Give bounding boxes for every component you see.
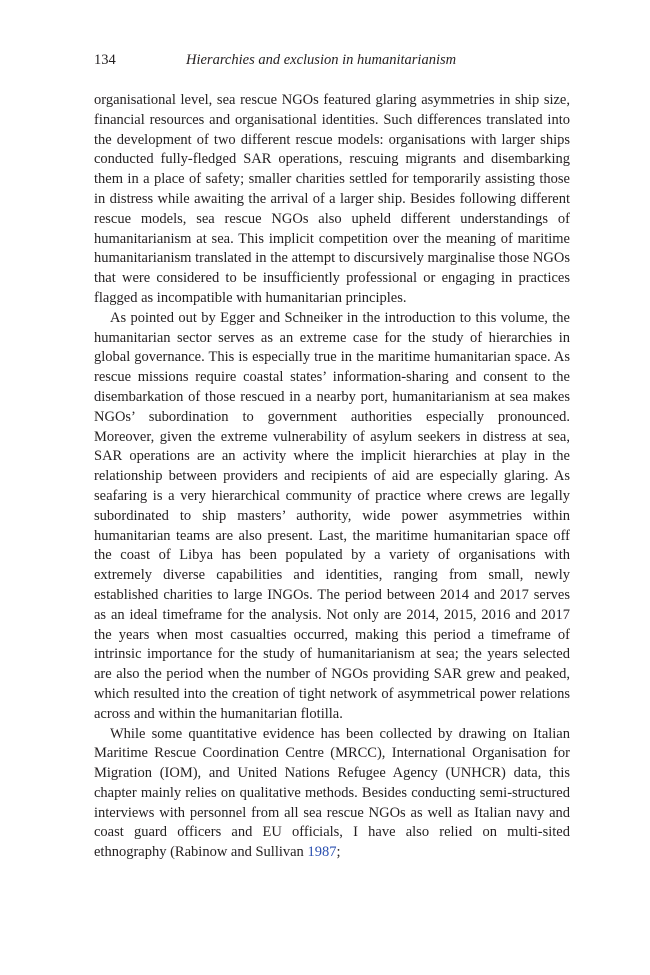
- paragraph-3-text: While some quantitative evidence has been collected by drawing on Italian Maritime Rescue Coordination Centre (MRCC), International Organisation for Migration (IOM), and United Nations Refugee Agency (UNHCR) data, this chapter mainly relies on qualitative methods. Besides conducting semi-structured interviews with personnel from all sea rescue NGOs as well as Italian navy and coast guard officers and EU officials, I have also relied on multi-sited ethnography (Rabinow and Sullivan: [94, 725, 570, 861]
- running-title: Hierarchies and exclusion in humanitarianism: [186, 52, 457, 68]
- body-text: [94, 91, 570, 863]
- paragraph-3-tail: ;: [336, 844, 341, 861]
- paragraph-1-text: organisational level, sea rescue NGOs featured glaring asymmetries in ship size, financial resources and organisational identities. Such differences translated into the development of two different rescue models: organisations with larger ships conducted fully-fledged SAR operations, rescuing migrants and disembarking them in a place of safety; smaller charities settled for temporarily assisting those in distress while awaiting the arrival of a larger ship. Besides following different rescue models, sea rescue NGOs also upheld different understandings of humanitarianism at sea. This implicit competition over the meaning of maritime humanitarianism translated in the attempt to discursively marginalise those NGOs that were considered to be insufficiently professional or engaging in practices flagged as incompatible with humanitarian principles.: [94, 92, 570, 306]
- paragraph-2-text: As pointed out by Egger and Schneiker in the introduction to this volume, the humanitarian sector serves as an extreme case for the study of hierarchies in global governance. This is especially true in the maritime humanitarian space. As rescue missions require coastal states’ information-sharing and consent to the disembarkation of those rescued in a nearby port, humanitarianism at sea makes NGOs’ subordination to government authorities especially pronounced. Moreover, given the extreme vulnerability of asylum seekers in distress at sea, SAR operations are an activity where the implicit hierarchies at play in the relationship between providers and recipients of aid are especially glaring. As seafaring is a very hierarchical community of practice where crews are legally subordinated to ship masters’ authority, wide power asymmetries within humanitarian teams are also present. Last, the maritime humanitarian space off the coast of Libya has been populated by a variety of organisations with extremely diverse capabilities and identities, ranging from small, newly established charities to large INGOs. The period between 2014 and 2017 serves as an ideal timeframe for the analysis. Not only are 2014, 2015, 2016 and 2017 the years when most casualties occurred, making this period a timeframe of intrinsic importance for the study of humanitarianism at sea; the years selected are also the period when the number of NGOs providing SAR grew and peaked, which resulted into the creation of tight network of asymmetrical power relations across and within the humanitarian flotilla.: [94, 309, 570, 722]
- page-number: 134: [94, 52, 116, 68]
- paragraph-3: [94, 725, 570, 864]
- paragraph-1: [94, 91, 570, 309]
- page-header: [94, 52, 570, 72]
- citation-link[interactable]: 1987: [307, 844, 337, 861]
- paragraph-2: [94, 309, 570, 725]
